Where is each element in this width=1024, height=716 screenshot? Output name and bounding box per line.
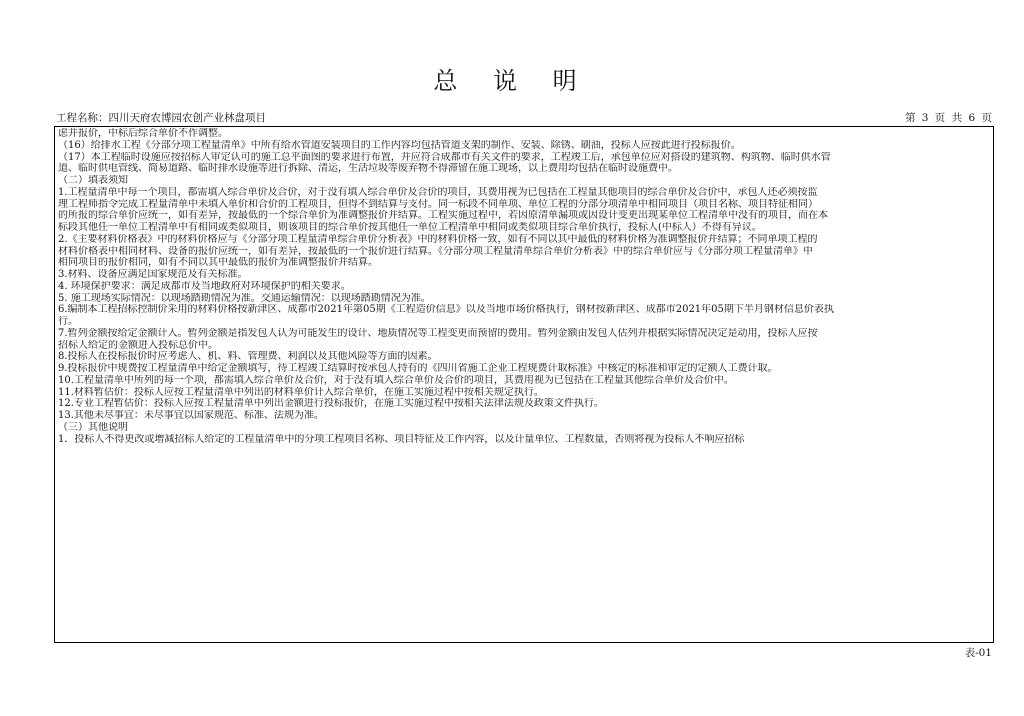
text-line: （三）其他说明 (58, 421, 128, 433)
text-line: 招标人给定的金额进入投标总价中。 (58, 339, 218, 351)
text-line: 材料价格表中相同材料、设备的报价应统一，如有差异，按最低的一个报价进行结算。《分部分项工程量清单综合单价分析表》中的综合单价应与《分部分项工程量清单》中 (58, 245, 813, 257)
text-line: （17）本工程临时设施应按招标人审定认可的施工总平面图的要求进行布置，并应符合成都市有关文件的要求，工程竣工后，承包单位应对搭设的建筑物、构筑物、临时供水管 (58, 151, 831, 163)
text-line: 12.专业工程暂估价：投标人应按工程量清单中列出金额进行投标报价，在施工实施过程中按相关法律法规及政策文件执行。 (58, 398, 604, 410)
text-line: 5. 施工现场实际情况：以现场踏勘情况为准。交通运输情况：以现场踏勘情况为准。 (58, 292, 431, 304)
text-line: 6.编制本工程招标控制价采用的材料价格按新津区、成都市2021年第05期《工程造价信息》以及当地市场价格执行，钢材按新津区、成都市2021年05期下半月钢材信息价表执 (58, 304, 834, 316)
text-line: （16）给排水工程《分部分项工程量清单》中所有给水管道安装项目的工作内容均包括管道支架的制作、安装、除锈、刷油，投标人应按此进行投标报价。 (58, 139, 741, 151)
description-box (54, 126, 994, 643)
project-name: 工程名称：四川天府农博园农创产业林盘项目 (56, 112, 266, 124)
text-line: 相同项目的报价相同，如有不同以其中最低的报价为准调整报价并结算。 (58, 257, 378, 269)
text-line: 理工程师指令完成工程量清单中未填入单价和合价的工程项目，但得不到结算与支付。同一标段不同单项、单位工程的分部分项清单中相同项目（项目名称、项目特征相同） (58, 198, 818, 210)
text-line: 9.投标报价中规费按工程量清单中给定金额填写，待工程竣工结算时按承包人持有的《四川省施工企业工程规费计取标准》中核定的标准和审定的定额人工费计取。 (58, 363, 778, 374)
text-line: 11.材料暂估价：投标人应按工程量清单中列出的材料单价计入综合单价，在施工实施过程中按相关规定执行。 (58, 386, 544, 398)
text-line: 10.工程量清单中所列的每一个项，都需填入综合单价及合价，对于没有填入综合单价及合价的项目，其费用视为已包括在工程量其他综合单价及合价中。 (58, 374, 734, 386)
text-line: 虑并报价，中标后综合单价不作调整。 (58, 128, 228, 139)
text-line: 2.《主要材料价格表》中的材料价格应与《分部分项工程量清单综合单价分析表》中的材料价格一致，如有不同以其中最低的材料价格为准调整报价并结算；不同单项工程的 (58, 233, 818, 245)
text-line: 道、临时供电管线、简易道路、临时排水设施等进行拆除、清运，生活垃圾等废弃物不得滞留在施工现场，以上费用均包括在临时设施费中。 (58, 163, 678, 175)
page-indicator: 第 3 页 共 6 页 (904, 112, 992, 124)
text-line: 标段其他任一单位工程清单中有相同或类似项目，则该项目的综合单价按其他任一单位工程清单中相同或类似项目综合单价执行，投标人(中标人）不得有异议。 (58, 222, 762, 233)
text-line: 1.工程量清单中每一个项目，都需填入综合单价及合价，对于没有填入综合单价及合价的项目，其费用视为已包括在工程量其他项目的综合单价及合价中，承包人还必须按监 (58, 186, 818, 198)
text-line: 7.暂列金额按给定金额计入。暂列金额是指发包人认为可能发生的设计、地质情况等工程变更而预留的费用。暂列金额由发包人估列并根据实际情况决定是动用，投标人应按 (58, 327, 818, 339)
text-line: （二）填表须知 (58, 175, 128, 186)
text-line: 3.材料、设备应满足国家规范及有关标准。 (58, 269, 248, 280)
text-line: 行。 (58, 316, 78, 327)
text-line: 13.其他未尽事宜：未尽事宜以国家规范、标准、法规为准。 (58, 410, 324, 421)
text-line: 1．投标人不得更改或增减招标人给定的工程量清单中的分项工程项目名称、项目特征及工作内容，以及计量单位、工程数量，否则将视为投标人不响应招标 (58, 433, 745, 445)
form-code: 表-01 (964, 647, 992, 659)
text-line: 4. 环境保护要求：满足成都市及当地政府对环境保护的相关要求。 (58, 280, 351, 292)
page-title: 总 说 明 (433, 67, 591, 95)
text-line: 8.投标人在投标报价时应考虑人、机、料、管理费、利润以及其他风险等方面的因素。 (58, 351, 438, 363)
text-line: 的所报的综合单价应统一，如有差异，按最低的一个综合单价为准调整报价并结算。工程实施过程中，若因原清单漏项或因设计变更出现某单位工程清单中没有的项目，而在本 (58, 210, 828, 222)
